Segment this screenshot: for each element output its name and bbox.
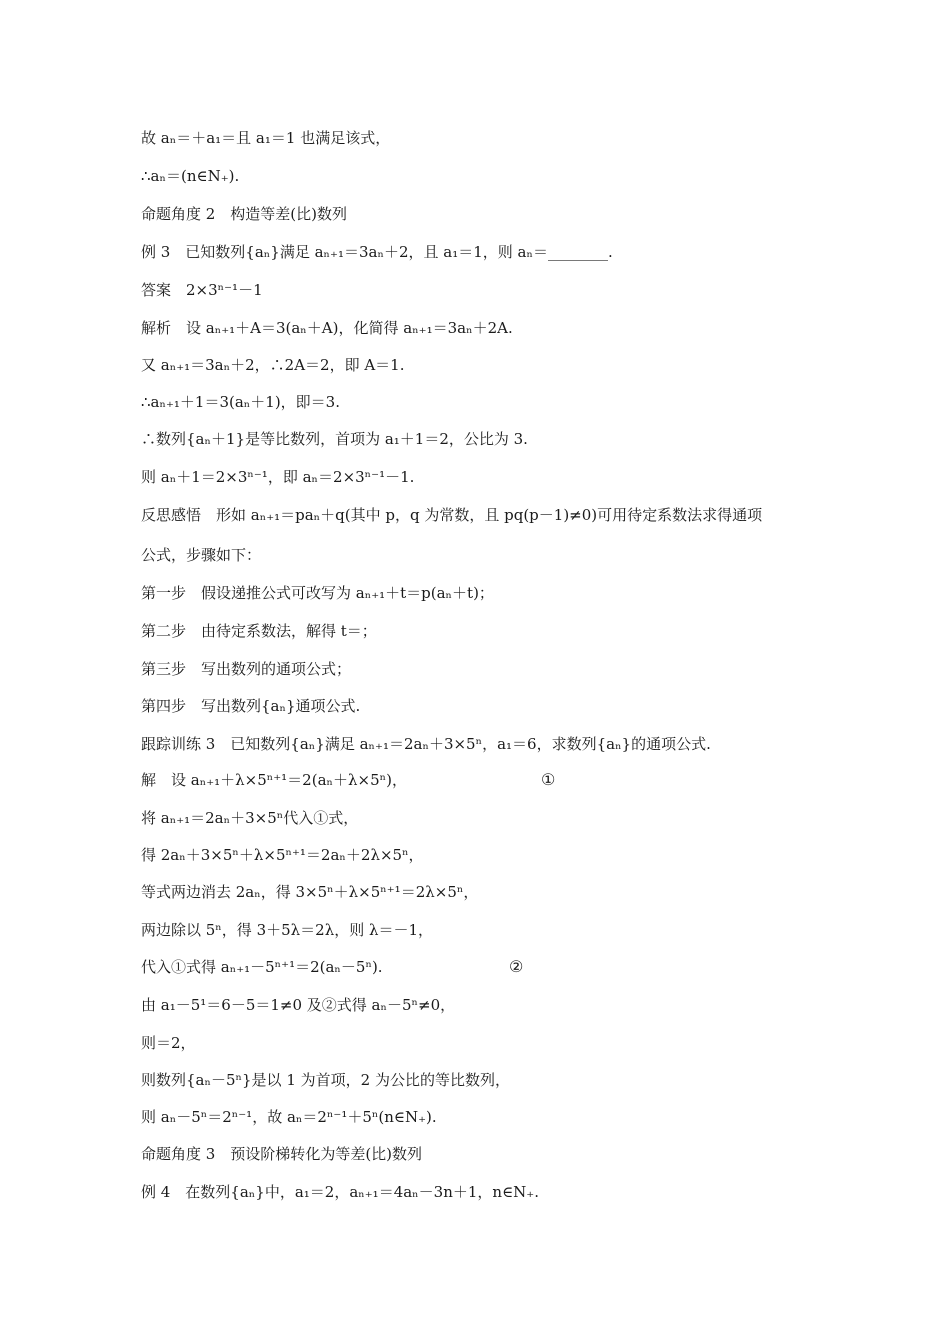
text-line: 公式，步骤如下：	[141, 546, 262, 564]
text-line: 又 aₙ₊₁＝3aₙ＋2，∴2A＝2，即 A＝1.	[141, 356, 405, 374]
text-line: 反思感悟 形如 aₙ₊₁＝paₙ＋q(其中 p，q 为常数，且 pq(p－1)≠0)可用待定系数法求得通项	[141, 506, 763, 524]
text-line: 故 aₙ＝＋a₁＝且 a₁＝1 也满足该式，	[141, 129, 391, 147]
text-line: 解析 设 aₙ₊₁＋A＝3(aₙ＋A)，化简得 aₙ₊₁＝3aₙ＋2A.	[141, 319, 513, 337]
equation-marker-2: ②	[509, 957, 524, 976]
text-line: 第三步 写出数列的通项公式；	[141, 660, 352, 678]
equation-marker-1: ①	[541, 770, 556, 789]
section-heading: 命题角度 2 构造等差(比)数列	[141, 205, 348, 223]
text-line: 代入①式得 aₙ₊₁－5ⁿ⁺¹＝2(aₙ－5ⁿ).	[141, 958, 383, 976]
text-line: 将 aₙ₊₁＝2aₙ＋3×5ⁿ代入①式，	[141, 809, 359, 827]
example-title: 例 3 已知数列{aₙ}满足 aₙ₊₁＝3aₙ＋2，且 a₁＝1，则 aₙ＝________.	[141, 243, 613, 261]
text-line: 第二步 由待定系数法，解得 t＝；	[141, 622, 377, 640]
example-title: 例 4 在数列{aₙ}中，a₁＝2，aₙ₊₁＝4aₙ－3n＋1，n∈N₊.	[141, 1183, 539, 1201]
text-line: 解 设 aₙ₊₁＋λ×5ⁿ⁺¹＝2(aₙ＋λ×5ⁿ)，	[141, 771, 407, 789]
text-line: 两边除以 5ⁿ，得 3＋5λ＝2λ，则 λ＝－1，	[141, 921, 434, 939]
text-line: 则 aₙ＋1＝2×3ⁿ⁻¹，即 aₙ＝2×3ⁿ⁻¹－1.	[141, 468, 415, 486]
text-line: 则数列{aₙ－5ⁿ}是以 1 为首项，2 为公比的等比数列，	[141, 1071, 510, 1089]
text-line: 等式两边消去 2aₙ，得 3×5ⁿ＋λ×5ⁿ⁺¹＝2λ×5ⁿ，	[141, 883, 479, 901]
text-line: 第一步 假设递推公式可改写为 aₙ₊₁＋t＝p(aₙ＋t)；	[141, 584, 494, 602]
exercise-title: 跟踪训练 3 已知数列{aₙ}满足 aₙ₊₁＝2aₙ＋3×5ⁿ，a₁＝6，求数列{aₙ}的通项公式.	[141, 735, 711, 753]
text-line: 则 aₙ－5ⁿ＝2ⁿ⁻¹，故 aₙ＝2ⁿ⁻¹＋5ⁿ(n∈N₊).	[141, 1108, 437, 1126]
section-heading: 命题角度 3 预设阶梯转化为等差(比)数列	[141, 1145, 423, 1163]
text-line: 由 a₁－5¹＝6－5＝1≠0 及②式得 aₙ－5ⁿ≠0，	[141, 996, 456, 1014]
answer-line: 答案 2×3ⁿ⁻¹－1	[141, 281, 263, 299]
text-line: 得 2aₙ＋3×5ⁿ＋λ×5ⁿ⁺¹＝2aₙ＋2λ×5ⁿ，	[141, 846, 424, 864]
text-line: ∴aₙ₊₁＋1＝3(aₙ＋1)，即＝3.	[141, 393, 340, 411]
text-line: ∴aₙ＝(n∈N₊).	[141, 167, 240, 185]
text-line: ∴数列{aₙ＋1}是等比数列，首项为 a₁＋1＝2，公比为 3.	[141, 430, 528, 448]
text-line: 第四步 写出数列{aₙ}通项公式.	[141, 697, 361, 715]
text-line: 则＝2，	[141, 1034, 196, 1052]
